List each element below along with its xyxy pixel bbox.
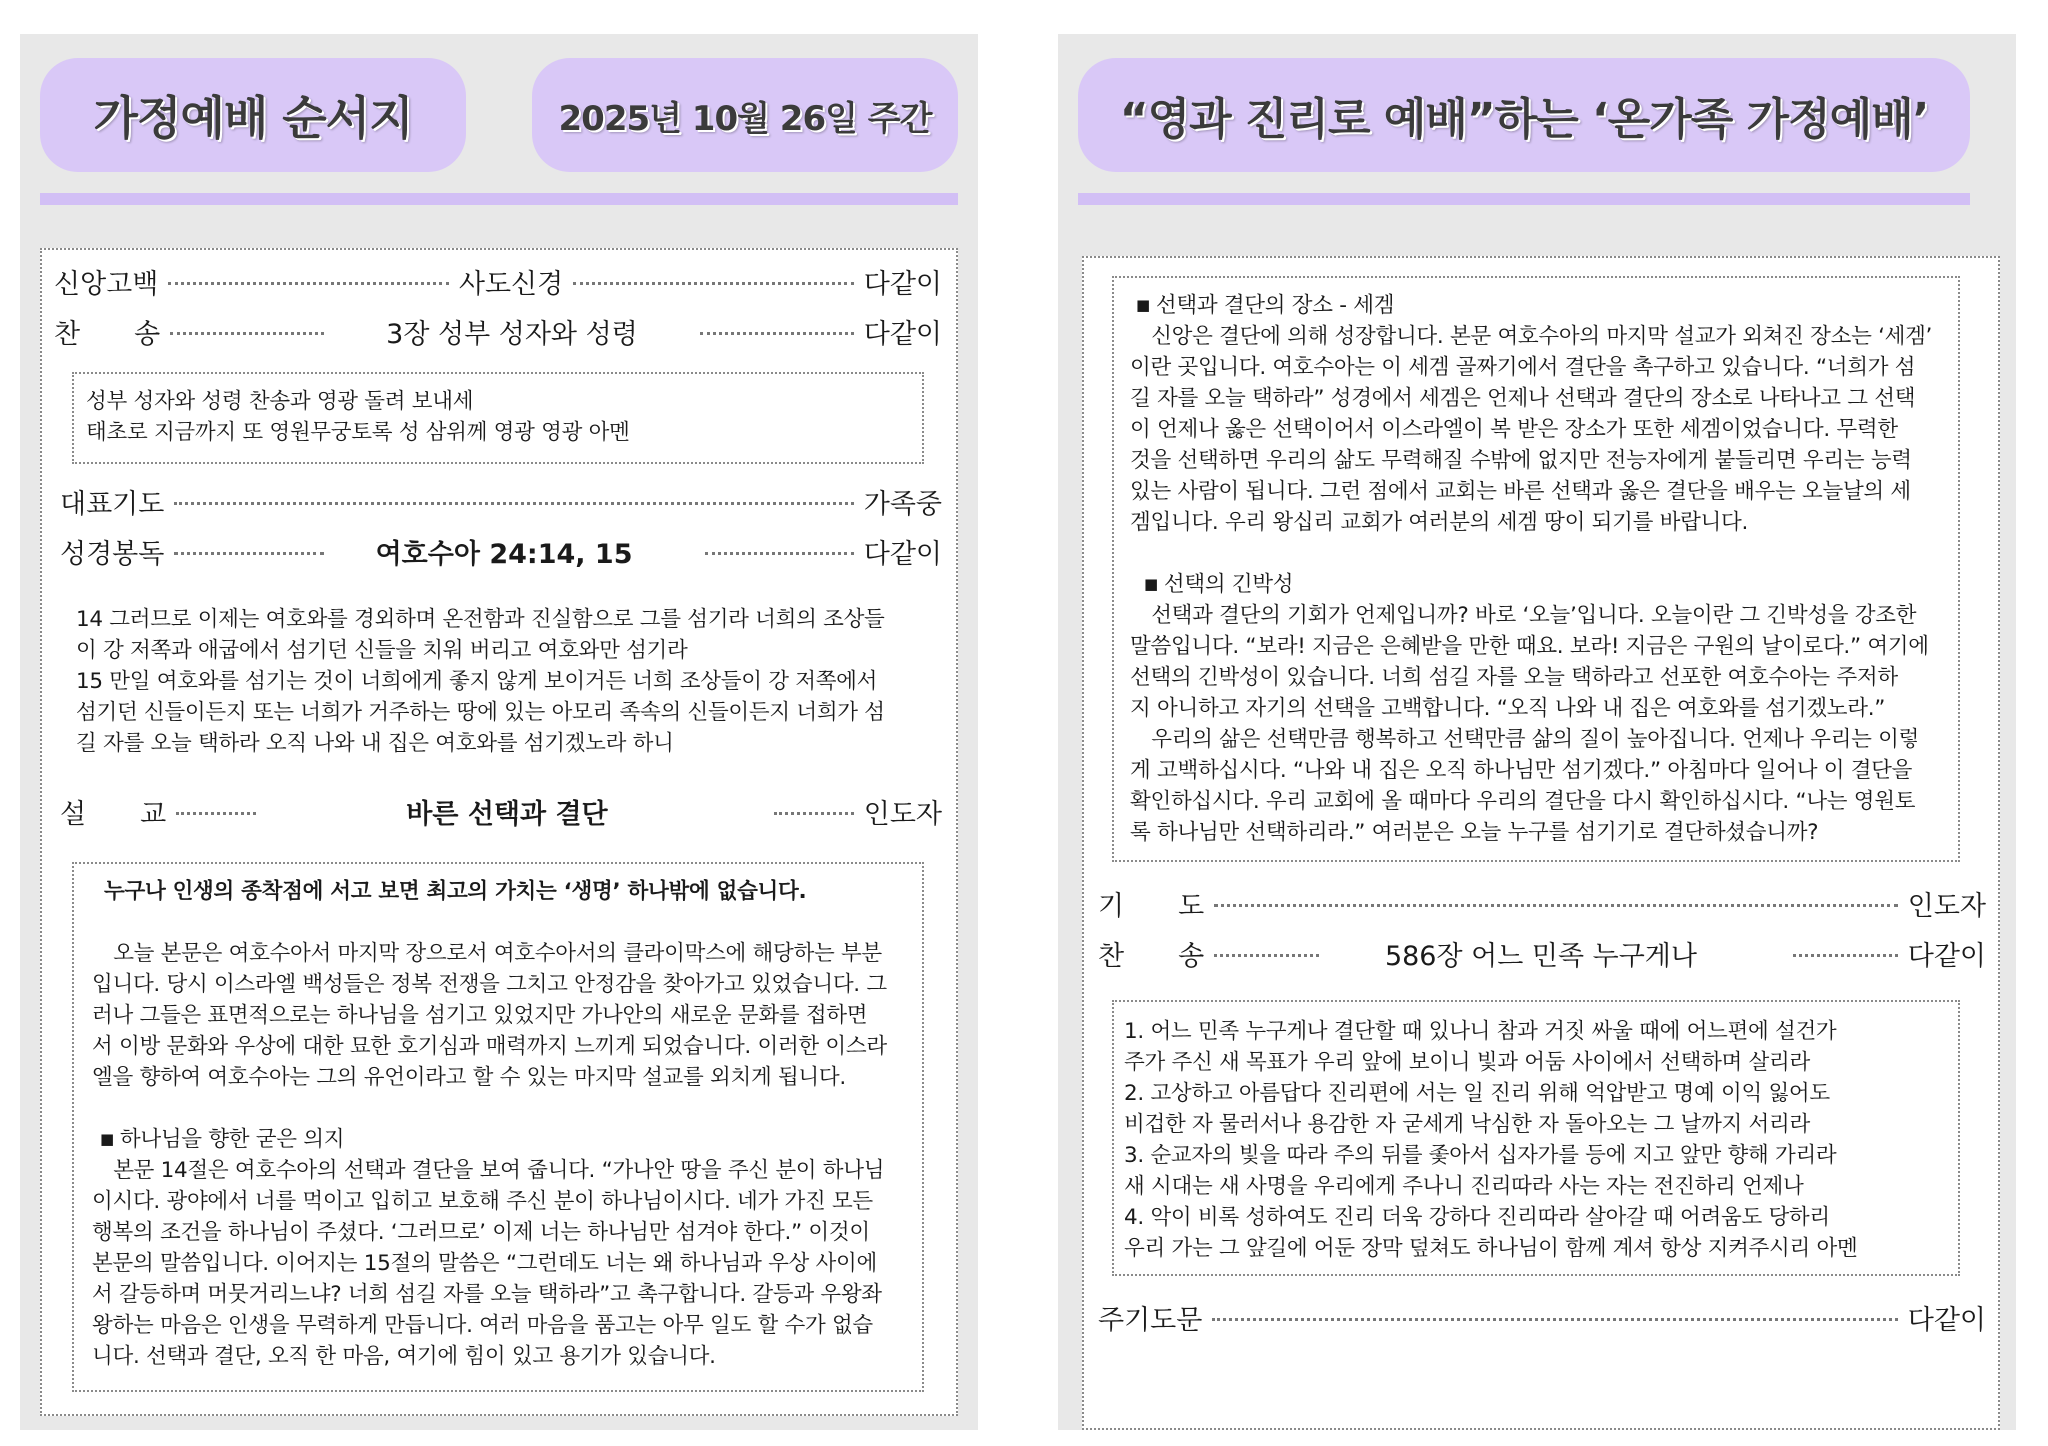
row-scripture-reading bbox=[60, 532, 942, 571]
row-participant: 다같이 bbox=[1907, 941, 1987, 972]
row-label: 설 교 bbox=[60, 799, 167, 830]
row-label: 찬 송 bbox=[54, 319, 161, 350]
page-title: 가정예배 순서지 bbox=[40, 58, 466, 172]
row-participant: 다같이 bbox=[863, 269, 942, 300]
row-participant: 인도자 bbox=[863, 799, 942, 830]
page-title: “영과 진리로 예배”하는 ‘온가족 가정예배’ bbox=[1078, 58, 1970, 172]
week-date: 2025년 10월 26일 주간 bbox=[532, 58, 958, 172]
square-bullet-icon: ■ bbox=[1136, 296, 1150, 314]
lyric-line: 4. 악이 비록 성하여도 진리 더욱 강하다 진리따라 살아갈 때 어려움도 당하리 bbox=[1124, 1205, 1830, 1230]
lyric-line: 주가 주신 새 목표가 우리 앞에 보이니 빛과 어둠 사이에서 선택하며 살리라 bbox=[1124, 1050, 1810, 1075]
row-lords-prayer bbox=[1098, 1298, 1986, 1337]
row-creed bbox=[54, 262, 942, 301]
right-page bbox=[1058, 34, 2016, 1430]
sermon-box: 누구나 인생의 종착점에 서고 보면 최고의 가치는 ‘생명’ 하나밖에 없습니다. 오늘 본문은 여호수아서 마지막 장으로서 여호수아서의 클라이막스에 해당하는 부분 입니다. 당시 이스라엘 백성들은 정복 전쟁을 그치고 안정감을 찾아가고 있었습니다. 그 러나 그들은 표면적으로는 하나님을 섬기고 있었지만 가나안의 새로운 문화를 접하면 서 이방 문화와 우상에 대한 묘한 호기심과 매력까지 느끼게 되었습니다. 이러한 이스라 엘을 향하여 여호수아는 그의 유언이라고 할 수 있는 마지막 설교를 외치게 됩니다. ■ 하나님을 향한 굳은 의지 본문 14절은 여호수아의 선택과 결단을 보여 줍니다. “가나안 땅을 주신 분이 하나님 이시다. 광야에서 너를 먹이고 입히고 보호해 주신 분이 하나님이시다. 네가 가진 모든 행복의 조건을 하나님이 주셨다. ‘그러므로’ 이제 너는 하나님만 섬겨야 한다.” 이것이 본문의 말씀입니다. 이어지는 15절의 말씀은 “그런데도 너는 왜 하나님과 우상 사이에 서 갈등하며 머뭇거리느냐? 너희 섬길 자를 오늘 택하라”고 촉구합니다. 갈등과 우왕좌 왕하는 마음은 인생을 무력하게 만듭니다. 여러 마음을 품고는 아무 일도 할 수가 없습 니다. 선택과 결단, 오직 한 마음, 여기에 힘이 있고 용기가 있습니다. bbox=[72, 862, 924, 1392]
title-underline bbox=[40, 193, 958, 205]
meditation-box: ■ 선택과 결단의 장소 - 세겜 신앙은 결단에 의해 성장합니다. 본문 여호수아의 마지막 설교가 외쳐진 장소는 ‘세겜’ 이란 곳입니다. 여호수아는 이 세겜 골짜기에서 결단을 촉구하고 있습니다. “너희가 섬 길 자를 오늘 택하라” 성경에서 세겜은 언제나 선택과 결단의 장소로 나타나고 그 선택 이 언제나 옳은 선택이어서 이스라엘이 복 받은 장소가 또한 세겜이었습니다. 무력한 것을 선택하면 우리의 삶도 무력해질 수밖에 없지만 전능자에게 붙들리면 우리는 능력 있는 사람이 됩니다. 그런 점에서 교회는 바른 선택과 옳은 결단을 배우는 오늘날의 세 겜입니다. 우리 왕십리 교회가 여러분의 세겜 땅이 되기를 바랍니다. ■ 선택의 긴박성 선택과 결단의 기회가 언제입니까? 바로 ‘오늘’입니다. 오늘이란 그 긴박성을 강조한 말씀입니다. “보라! 지금은 은혜받을 만한 때요. 보라! 지금은 구원의 날이로다.” 여기에 선택의 긴박성이 있습니다. 너희 섬길 자를 오늘 택하라고 선포한 여호수아는 주저하 지 아니하고 자기의 선택을 고백합니다. “오직 나와 내 집은 여호와를 섬기겠노라.” 우리의 삶은 선택만큼 행복하고 선택만큼 삶의 질이 높아집니다. 언제나 우리는 이렇 게 고백하십시다. “나와 내 집은 오직 하나님만 섬기겠다.” 아침마다 일어나 이 결단을 확인하십시다. 우리 교회에 올 때마다 우리의 결단을 다시 확인하십시다. “나는 영원토 록 하나님만 선택하리라.” 여러분은 오늘 누구를 섬기기로 결단하셨습니까? bbox=[1112, 276, 1960, 862]
row-participant: 다같이 bbox=[1907, 1305, 1986, 1336]
lyric-line: 2. 고상하고 아름답다 진리편에 서는 일 진리 위해 억압받고 명예 이익 잃어도 bbox=[1124, 1081, 1830, 1106]
hymn-lyrics-box bbox=[72, 372, 924, 464]
row-label: 찬 송 bbox=[1098, 941, 1205, 972]
row-participant: 다같이 bbox=[863, 319, 943, 350]
lyric-line: 태초로 지금까지 또 영원무궁토록 성 삼위께 영광 영광 아멘 bbox=[86, 420, 630, 445]
row-hymn bbox=[1098, 934, 1986, 973]
lyric-line: 비겁한 자 물러서나 용감한 자 굳세게 낙심한 자 돌아오는 그 날까지 서리라 bbox=[1124, 1112, 1810, 1137]
hymn-lyrics-box bbox=[1112, 1000, 1960, 1276]
row-representative-prayer bbox=[60, 482, 942, 521]
left-page bbox=[20, 34, 978, 1430]
square-bullet-icon: ■ bbox=[100, 1130, 114, 1148]
row-label: 기 도 bbox=[1098, 891, 1205, 922]
sermon-subheading: ■ 하나님을 향한 굳은 의지 bbox=[100, 1127, 345, 1152]
row-hymn bbox=[54, 312, 942, 351]
lyric-line: 성부 성자와 성령 찬송과 영광 돌려 보내세 bbox=[86, 389, 474, 414]
meditation-sheet bbox=[1082, 256, 2000, 1430]
lyric-line: 3. 순교자의 빛을 따라 주의 뒤를 좇아서 십자가를 등에 지고 앞만 향해 가리라 bbox=[1124, 1143, 1837, 1168]
sermon-lead: 누구나 인생의 종착점에 서고 보면 최고의 가치는 ‘생명’ 하나밖에 없습니다. bbox=[104, 879, 807, 904]
row-prayer bbox=[1098, 884, 1986, 923]
row-label: 성경봉독 bbox=[60, 539, 165, 570]
row-label: 대표기도 bbox=[60, 489, 165, 520]
order-of-worship-sheet: 신앙고백 사도신경 다같이 찬 송 3장 성부 성자와 성령 다같이 성부 성자와 성령 찬송과 영광 돌려 보내세 태초로 지금까지 또 영원무궁토록 성 삼위께 영광 영광 아멘 대표기도 가족중 성경봉독 여호수아 24:14, 15 다같이 14 그러므로 이제는 여호와를 경외하며 온전함과 진실함으로 그를 섬기라 너희의 조상들 이 강 저쪽과 애굽에서 섬기던 신들을 치워 버리고 여호와만 섬기라 15 만일 여호와를 섬기는 것이 너희에게 좋지 않게 보이거든 너희 조상들이 강 저쪽에서 섬기던 신들이든지 또는 너희가 거주하는 땅에 있는 아모리 족속의 신들이든지 너희가 섬 길 자를 오늘 택하라 오직 나와 내 집은 여호와를 섬기겠노라 하니 설 교 바른 선택과 결단 인도자 누구나 인생의 종착점에 서고 보면 최고의 가치는 ‘생명’ 하나밖에 없습니다. 오늘 본문은 여호수아서 마지막 장으로서 여호수아서의 클라이막스에 해당하는 부분 입니다. 당시 이스라엘 백성들은 정복 전쟁을 그치고 안정감을 찾아가고 있었습니다. 그 러나 그들은 표면적으로는 하나님을 섬기고 있었지만 가나안의 새로운 문화를 접하면 서 이방 문화와 우상에 대한 묘한 호기심과 매력까지 느끼게 되었습니다. 이러한 이스라 엘을 향하여 여호수아는 그의 유언이라고 할 수 있는 마지막 설교를 외치게 됩니다. ■ 하나님을 향한 굳은 의지 본문 14절은 여호수아의 선택과 결단을 보여 줍니다. “가나안 땅을 주신 분이 하나님 이시다. 광야에서 너를 먹이고 입히고 보호해 주신 분이 하나님이시다. 네가 가진 모든 행복의 조건을 하나님이 주셨다. ‘그러므로’ 이제 너는 하나님만 섬겨야 한다.” 이것이 본문의 말씀입니다. 이어지는 15절의 말씀은 “그런데도 너는 왜 하나님과 우상 사이에 서 갈등하며 머뭇거리느냐? 너희 섬길 자를 오늘 택하라”고 촉구합니다. 갈등과 우왕좌 왕하는 마음은 인생을 무력하게 만듭니다. 여러 마음을 품고는 아무 일도 할 수가 없습 니다. 선택과 결단, 오직 한 마음, 여기에 힘이 있고 용기가 있습니다. bbox=[40, 248, 958, 1416]
row-label: 주기도문 bbox=[1098, 1305, 1203, 1336]
row-item: 586장 어느 민족 누구게나 bbox=[1384, 941, 1697, 972]
section-heading: ■ 선택과 결단의 장소 - 세겜 bbox=[1136, 293, 1395, 318]
row-item: 여호수아 24:14, 15 bbox=[375, 539, 633, 570]
row-sermon bbox=[60, 792, 942, 831]
row-item: 바른 선택과 결단 bbox=[406, 799, 608, 830]
square-bullet-icon: ■ bbox=[1144, 575, 1158, 593]
row-item: 3장 성부 성자와 성령 bbox=[386, 319, 638, 350]
lyric-line: 우리 가는 그 앞길에 어둔 장막 덮쳐도 하나님이 함께 계셔 항상 지켜주시리 아멘 bbox=[1124, 1236, 1858, 1261]
lyric-line: 1. 어느 민족 누구게나 결단할 때 있나니 참과 거짓 싸울 때에 어느편에 설건가 bbox=[1124, 1019, 1837, 1044]
section-heading: ■ 선택의 긴박성 bbox=[1144, 572, 1294, 597]
row-item: 사도신경 bbox=[458, 269, 564, 300]
row-participant: 다같이 bbox=[863, 539, 943, 570]
title-underline bbox=[1078, 193, 1970, 205]
lyric-line: 새 시대는 새 사명을 우리에게 주나니 진리따라 사는 자는 전진하리 언제나 bbox=[1124, 1174, 1804, 1199]
row-participant: 가족중 bbox=[863, 489, 942, 520]
row-participant: 인도자 bbox=[1907, 891, 1986, 922]
row-label: 신앙고백 bbox=[54, 269, 159, 300]
